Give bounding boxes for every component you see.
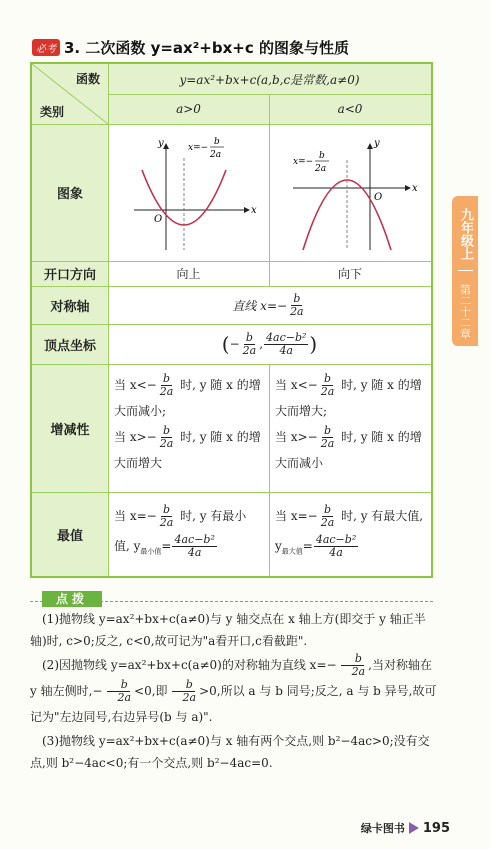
- mono-pos-2b: 时, y 随 x 的增: [176, 430, 261, 444]
- graph-neg-axis-label: x=−: [293, 157, 314, 167]
- ext-pos-sub: 最小值: [140, 547, 162, 556]
- tip-paragraph-2: (2)因抛物线 y=ax²+bx+c(a≠0)的对称轴为直线 x=− $\frac{b}{2a}$ ,当对称轴在 y 轴左侧时,− $\frac{b}{2a}$ <0,即 $\frac{b}{2a}$ >0,所以 a 与 b 同号;反之, a 与 b 异号,故可记为"左边同号,右边异号(b 与 a)".: [30, 652, 437, 724]
- ext-neg-a: 当 x=−: [275, 509, 318, 524]
- tip-tag: 点拨: [42, 591, 102, 607]
- vertex-den1: 2a: [242, 343, 257, 357]
- axis-frac-num: b: [293, 291, 301, 305]
- axis-text: 直线 x=−: [232, 298, 288, 313]
- svg-text:x: x: [250, 205, 257, 216]
- extreme-a-positive: 当 x=− $\frac{b}{2a}$ 时, y 有最小 值, $y_{最小值}=$ $\frac{\text{4ac−b²}}{4a}$: [114, 503, 247, 560]
- axis-frac-den: 2a: [290, 304, 304, 318]
- corner-category-label: 类别: [40, 105, 65, 119]
- graph-a-negative: [269, 124, 431, 261]
- vertex-frac-x: [241, 332, 259, 357]
- ext-neg-c: y: [275, 539, 282, 554]
- vertex-num2: 4ac−b²: [266, 330, 307, 344]
- mono-neg-2c: 大而减小: [275, 456, 324, 470]
- row-label-extreme: 最值: [32, 492, 108, 576]
- mono-neg-1a: 当 x<−: [275, 378, 318, 392]
- vertex-coordinates: ( − $\frac{b}{2a}$ , $\frac{\text{4ac−b²}}{4a}$ ): [221, 330, 318, 357]
- page-footer: [361, 820, 450, 836]
- function-definition: [108, 64, 431, 94]
- row-label-monotonic: 增减性: [32, 364, 108, 492]
- tip-p2a: (2)因抛物线 y=ax²+bx+c(a≠0)的对称轴为直线 x=−: [42, 658, 337, 672]
- mono-pos-2c: 大而增大: [114, 456, 163, 470]
- ext-pos-a: 当 x=−: [114, 509, 157, 524]
- tip-paragraph-1: (1)抛物线 y=ax²+bx+c(a≠0)与 y 轴交点在 x 轴上方(即交于 y 轴正半轴)时, c>0;反之, c<0,故可记为"a看开口,c看截距".: [30, 612, 426, 648]
- parabola-down-plot: [275, 130, 425, 255]
- svg-text:2a: 2a: [209, 150, 221, 160]
- function-definition-text: y=ax²+bx+c(a,b,c是常数,a≠0): [179, 72, 360, 87]
- opening-down: 向下: [337, 267, 362, 281]
- ext-pos-b: 时, y 有最小: [176, 509, 247, 524]
- vertex-num1: b: [245, 330, 253, 344]
- svg-text:b: b: [319, 151, 325, 161]
- chapter-side-tab: [452, 196, 478, 346]
- opening-up: 向上: [176, 267, 201, 281]
- parabola-up-plot: [114, 130, 264, 255]
- svg-text:y: y: [374, 138, 380, 149]
- ext-neg-eq: =: [302, 539, 313, 554]
- graph-a-positive: [108, 124, 269, 261]
- ext-pos-c: 值, y: [114, 539, 141, 554]
- mono-pos-1a: 当 x<−: [114, 378, 157, 392]
- vertex-den2: 4a: [279, 343, 293, 357]
- vertex-frac-y: [264, 332, 308, 357]
- tip-p2c: <0,即: [134, 684, 168, 698]
- svg-text:2a: 2a: [315, 164, 327, 174]
- svg-text:x: x: [412, 183, 418, 194]
- corner-function-label: 函数: [75, 72, 100, 86]
- mono-pos-2a: 当 x>−: [114, 430, 157, 444]
- must-test-badge: 必考: [32, 39, 60, 56]
- axis-fraction: [288, 293, 306, 318]
- mono-pos-1c: 大而减小;: [114, 404, 167, 418]
- header-a-negative-text: a<0: [337, 102, 363, 116]
- header-a-positive-text: a>0: [176, 102, 201, 116]
- row-label-axis: 对称轴: [32, 286, 108, 324]
- monotonic-a-negative: 当 x<− $\frac{b}{2a}$ 时, y 随 x 的增 大而增大; 当 x>− $\frac{b}{2a}$ 时, y 随 x 的增 大而减小: [269, 364, 431, 492]
- svg-text:y: y: [157, 138, 164, 149]
- monotonic-a-positive: 当 x<− $\frac{b}{2a}$ 时, y 随 x 的增 大而减小; 当 x>− $\frac{b}{2a}$ 时, y 随 x 的增 大而增大: [108, 364, 269, 492]
- tip-paragraph-3: (3)抛物线 y=ax²+bx+c(a≠0)与 x 轴有两个交点,则 b²−4ac>0;没有交点,则 b²−4ac<0;有一个交点,则 b²−4ac=0.: [30, 734, 430, 770]
- axis-of-symmetry: [108, 286, 431, 324]
- brand-name: 绿卡图书: [360, 822, 405, 835]
- mono-neg-2b: 时, y 随 x 的增: [337, 430, 422, 444]
- row-label-vertex: 顶点坐标: [32, 324, 108, 364]
- tip-body: [30, 608, 440, 774]
- graph-pos-axis-label: x=−: [187, 143, 208, 153]
- page-number: 195: [422, 820, 450, 836]
- ext-pos-eq: =: [161, 539, 172, 554]
- row-label-opening: 开口方向: [32, 261, 108, 286]
- mono-pos-1b: 时, y 随 x 的增: [176, 378, 261, 392]
- row-label-graph: 图象: [32, 124, 108, 261]
- tip-p2d: >0,所以 a 与 b 同号;反之, a 与 b 异号,故可记为"左边同号,右边异号(b 与 a)".: [30, 684, 437, 724]
- mono-neg-1b: 时, y 随 x 的增: [337, 378, 422, 392]
- section-title: 3. 二次函数 y=ax²+bx+c 的图象与性质: [64, 38, 349, 57]
- header-a-negative: [269, 94, 431, 124]
- properties-table: [30, 62, 433, 578]
- svg-text:b: b: [213, 137, 220, 147]
- grade-label: 九年级上: [458, 208, 473, 260]
- table-corner: [32, 64, 108, 124]
- mono-neg-1c: 大而增大;: [275, 404, 328, 418]
- header-a-positive: [108, 94, 269, 124]
- ext-neg-b: 时, y 有最大值,: [337, 509, 424, 524]
- ext-neg-sub: 最大值: [281, 547, 303, 556]
- extreme-a-negative: 当 x=− $\frac{b}{2a}$ 时, y 有最大值, $y_{最大值}=$ $\frac{\text{4ac−b²}}{4a}$: [275, 503, 424, 560]
- arrow-icon: [409, 822, 419, 834]
- section-header: [32, 36, 349, 58]
- mono-neg-2a: 当 x>−: [275, 430, 318, 444]
- svg-text:O: O: [374, 192, 383, 203]
- svg-text:O: O: [153, 214, 162, 225]
- tip-p2b: ,当对称轴在 y 轴左侧时,−: [30, 658, 432, 698]
- chapter-label: 第二十二章: [458, 270, 473, 347]
